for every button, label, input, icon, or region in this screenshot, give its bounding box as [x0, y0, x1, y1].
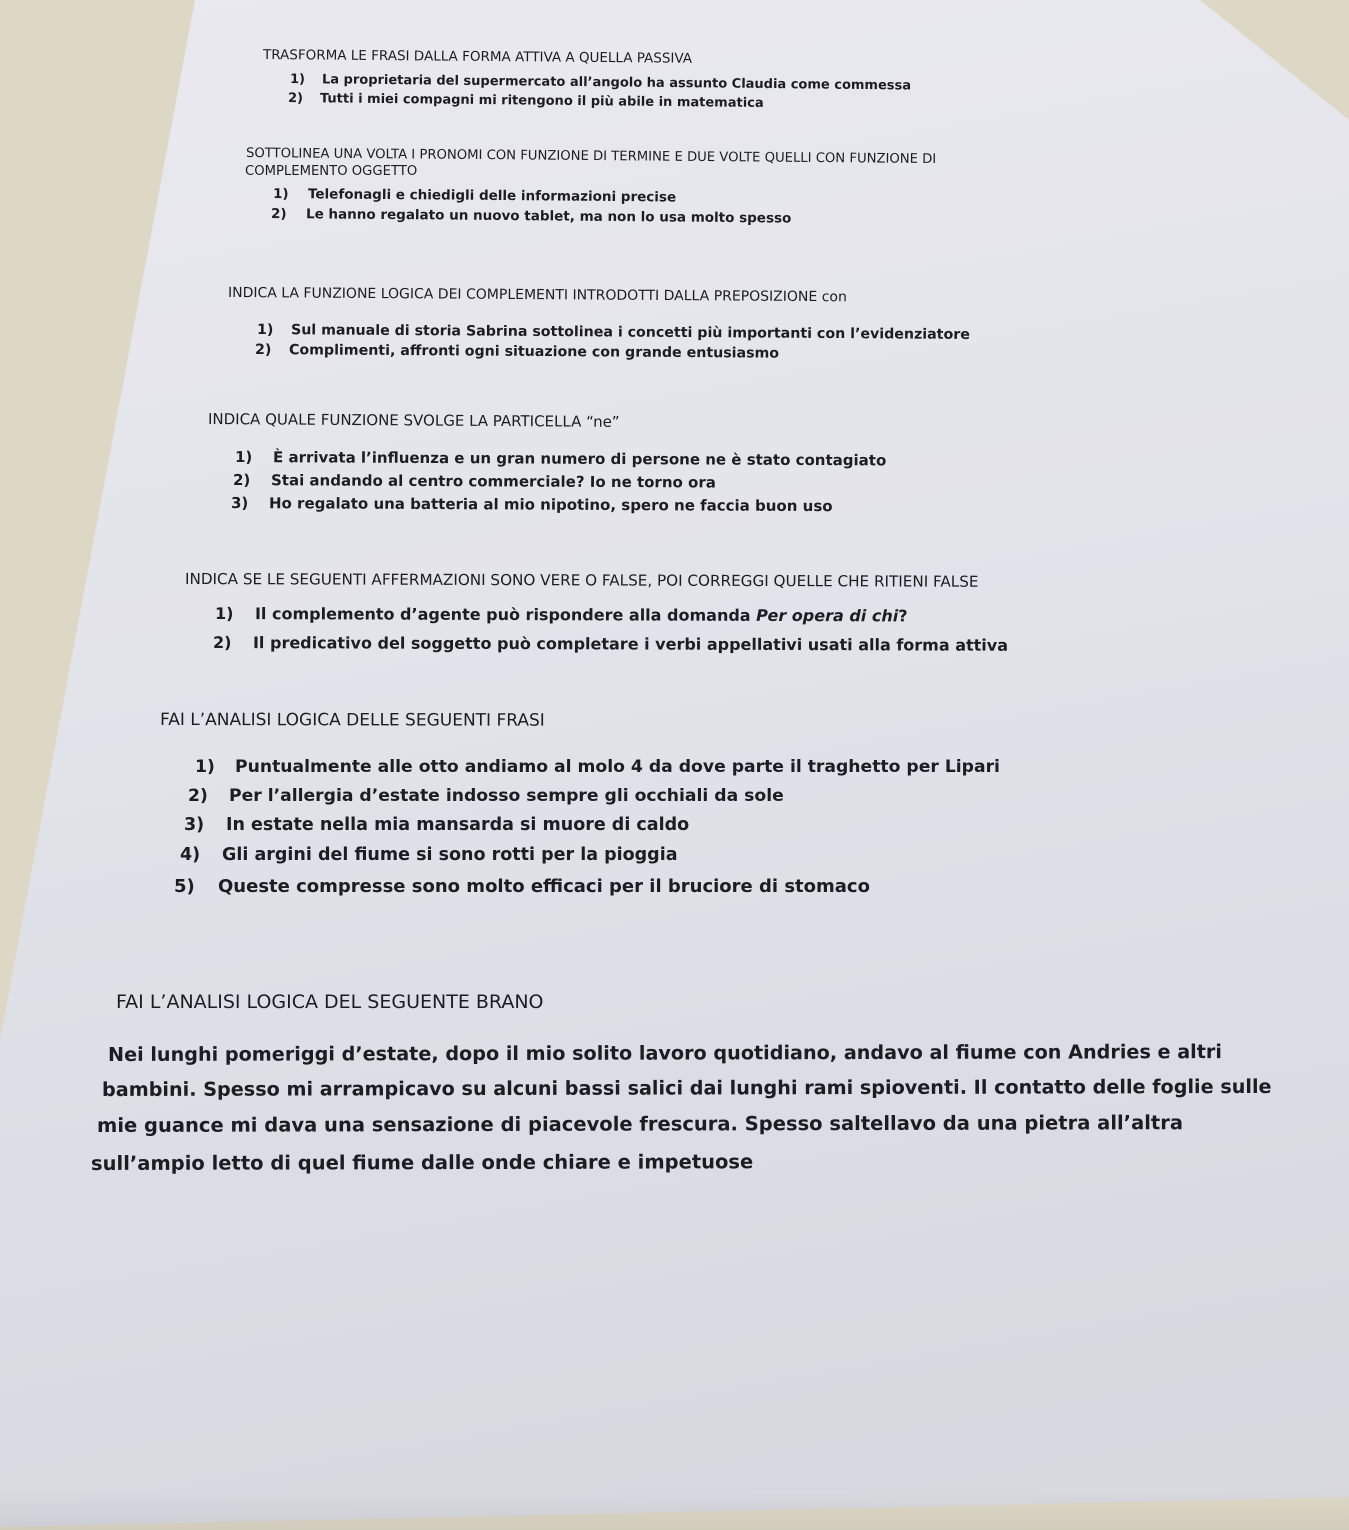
item-number: 2) [270, 206, 287, 223]
item-text: Stai andando al centro commerciale? Io ne torno ora [270, 471, 716, 492]
item-number: 5) [174, 876, 195, 897]
passage-line-3: mie guance mi dava una sensazione di piacevole frescura. Spesso saltellavo da una pietra all’altra [96, 1111, 1184, 1137]
item-text: La proprietaria del supermercato all’angolo ha assunto Claudia come commessa [321, 72, 912, 94]
section-4-item-3 [231, 494, 833, 515]
section-6-heading: FAI L’ANALISI LOGICA DELLE SEGUENTI FRASI [159, 710, 545, 731]
section-4-item-1 [235, 448, 886, 469]
passage-line-4: sull’ampio letto di quel fiume dalle onde chiare e impetuose [90, 1150, 754, 1175]
item-text: Ho regalato una batteria al mio nipotino, spero ne faccia buon uso [268, 494, 833, 516]
item-number: 2) [188, 786, 208, 806]
item-text: Queste compresse sono molto efficaci per il bruciore di stomaco [218, 876, 870, 897]
section-6-item-1 [195, 757, 1000, 777]
item-number: 1) [256, 322, 274, 339]
item-number: 1) [234, 448, 253, 467]
item-text: Il complemento d’agente può rispondere alla domanda [254, 604, 757, 625]
passage-line-2: bambini. Spesso mi arrampicavo su alcuni bassi salici dai lunghi rami spioventi. Il contatto delle foglie sulle [101, 1074, 1272, 1101]
item-number: 2) [232, 471, 251, 490]
item-text: Sul manuale di storia Sabrina sottolinea i concetti più importanti con l’evidenziatore [290, 322, 970, 343]
item-text: Tutti i miei compagni mi ritengono il più abile in matematica [319, 91, 764, 111]
item-number: 2) [212, 633, 232, 653]
section-6-item-4 [180, 845, 678, 865]
item-text: Puntualmente alle otto andiamo al molo 4 da dove parte il traghetto per Lipari [235, 757, 1000, 777]
item-text: Il predicativo del soggetto può completare i verbi appellativi usati alla forma attiva [252, 633, 1009, 655]
section-2-heading-line-2: COMPLEMENTO OGGETTO [245, 164, 418, 179]
item-text: Gli argini del fiume si sono rotti per la pioggia [222, 845, 678, 865]
item-number: 2) [254, 342, 272, 359]
section-5-item-1 [215, 604, 908, 625]
item-text: Le hanno regalato un nuovo tablet, ma non lo usa molto spesso [305, 206, 792, 227]
item-number: 1) [272, 186, 289, 203]
item-number: 3) [230, 494, 249, 513]
section-3-heading: INDICA LA FUNZIONE LOGICA DEI COMPLEMENTI INTRODOTTI DALLA PREPOSIZIONE con [227, 285, 847, 306]
section-7-heading: FAI L’ANALISI LOGICA DEL SEGUENTE BRANO [116, 991, 544, 1013]
item-number: 1) [289, 72, 306, 88]
passage-line-1: Nei lunghi pomeriggi d’estate, dopo il mio solito lavoro quotidiano, andavo al fiume con Andries e altri [107, 1040, 1222, 1066]
item-text: Per l’allergia d’estate indosso sempre gli occhiali da sole [229, 786, 784, 806]
section-1-heading: TRASFORMA LE FRASI DALLA FORMA ATTIVA A QUELLA PASSIVA [262, 47, 693, 67]
item-number: 2) [287, 91, 304, 107]
item-text-end: ? [898, 606, 908, 626]
section-6-item-5 [174, 876, 870, 897]
section-5-item-2 [213, 633, 1008, 655]
item-text: Complimenti, affronti ogni situazione con grande entusiasmo [288, 342, 780, 362]
item-text: Telefonagli e chiedigli delle informazioni precise [307, 186, 677, 206]
item-number: 3) [184, 815, 205, 835]
section-4-item-2 [233, 471, 716, 492]
item-text: È arrivata l’influenza e un gran numero di persone ne è stato contagiato [272, 448, 887, 470]
item-number: 4) [180, 845, 201, 865]
section-2-heading-line-1: SOTTOLINEA UNA VOLTA I PRONOMI CON FUNZIONE DI TERMINE E DUE VOLTE QUELLI CON FUNZIONE DI [245, 146, 937, 168]
item-number: 1) [214, 604, 234, 624]
section-6-item-3 [184, 815, 689, 835]
item-number: 1) [195, 757, 215, 777]
sheet-shadow [0, 1490, 1349, 1530]
section-5-heading: INDICA SE LE SEGUENTI AFFERMAZIONI SONO VERE O FALSE, POI CORREGGI QUELLE CHE RITIENI FALSE [184, 570, 979, 591]
section-6-item-2 [188, 786, 784, 806]
item-text-italic: Per opera di chi [756, 605, 899, 626]
section-4-heading: INDICA QUALE FUNZIONE SVOLGE LA PARTICELLA “ne” [207, 410, 620, 431]
item-text: In estate nella mia mansarda si muore di caldo [226, 815, 690, 835]
